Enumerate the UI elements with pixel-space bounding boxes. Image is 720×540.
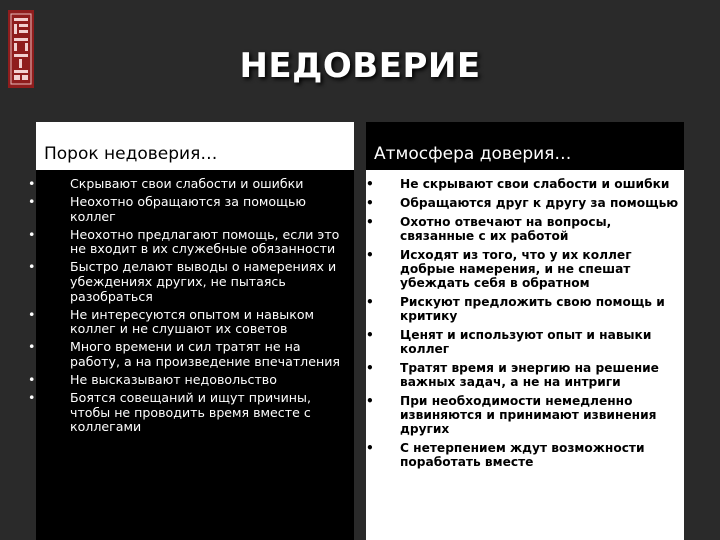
left-item-text: Быстро делают выводы о намерениях и убеждениях других, не пытаясь разобраться [70,259,337,304]
bullet-icon: • [28,194,36,210]
left-item-text: Неохотно предлагают помощь, если это не входит в их служебные обязанности [70,226,340,257]
right-item-text: Ценят и используют опыт и навыки коллег [400,327,652,356]
bullet-icon: • [28,176,36,191]
right-bullet-list [366,177,680,474]
bullet-icon: • [366,214,374,229]
bullet-icon: • [366,195,374,210]
right-header-text: Атмосфера доверия… [374,144,572,164]
right-item-text: Рискуют предложить свою помощь и критику [400,294,665,323]
right-list-item [366,177,680,191]
right-item-text: Не скрывают свои слабости и ошибки [400,177,670,191]
left-item-text: Не интересуются опытом и навыком коллег и не слушают их советов [70,306,315,337]
right-item-text: Тратят время и энергию на решение важных задач, а не на интриги [400,360,659,389]
left-header-text: Порок недоверия… [44,144,218,164]
bullet-icon: • [366,177,374,191]
left-column-body [28,170,354,540]
right-list-item [366,441,680,469]
left-list-item [28,306,350,337]
bullet-icon: • [28,306,36,322]
left-list-item [28,339,350,370]
right-item-text: С нетерпением ждут возможности поработать вместе [400,441,645,470]
left-item-text: Много времени и сил тратят не на работу, а на произведение впечатления [70,339,340,370]
right-list-item [366,394,680,437]
right-item-text: Обращаются друг к другу за помощью [400,195,679,210]
right-list-item [366,361,680,389]
left-list-item [28,390,350,435]
left-bullet-list [28,176,350,439]
right-item-text: Охотно отвечают на вопросы, связанные с их работой [400,214,612,243]
right-list-item [366,215,680,243]
bullet-icon: • [366,294,374,309]
left-list-item [28,194,350,224]
bullet-icon: • [28,372,36,388]
bullet-icon: • [366,441,374,455]
left-list-item [28,259,350,304]
right-list-item [366,328,680,356]
bullet-icon: • [366,327,374,342]
left-item-text: Неохотно обращаются за помощью коллег [70,194,307,224]
right-column-body [366,170,684,540]
left-item-text: Боятся совещаний и ищут причины, чтобы не проводить время вместе с коллегами [70,390,311,435]
left-column-header [36,122,354,170]
right-list-item [366,248,680,291]
right-list-item [366,196,680,210]
bullet-icon: • [366,360,374,375]
right-column-header [366,122,684,170]
bullet-icon: • [28,390,36,406]
bullet-icon: • [366,247,374,262]
bullet-icon: • [28,259,36,275]
bullet-icon: • [28,339,36,355]
left-item-text: Не высказывают недовольство [70,372,277,388]
left-item-text: Скрывают свои слабости и ошибки [70,176,304,191]
slide-title: НЕДОВЕРИЕ [239,46,481,86]
right-list-item [366,295,680,323]
left-list-item [28,372,350,388]
right-item-text: Исходят из того, что у их коллег добрые намерения, и не спешат убеждать себя в обратном [400,247,632,290]
left-list-item [28,176,350,192]
bullet-icon: • [28,226,36,242]
right-item-text: При необходимости немедленно извиняются и принимают извинения других [400,393,657,437]
left-list-item [28,226,350,257]
bullet-icon: • [366,393,374,408]
